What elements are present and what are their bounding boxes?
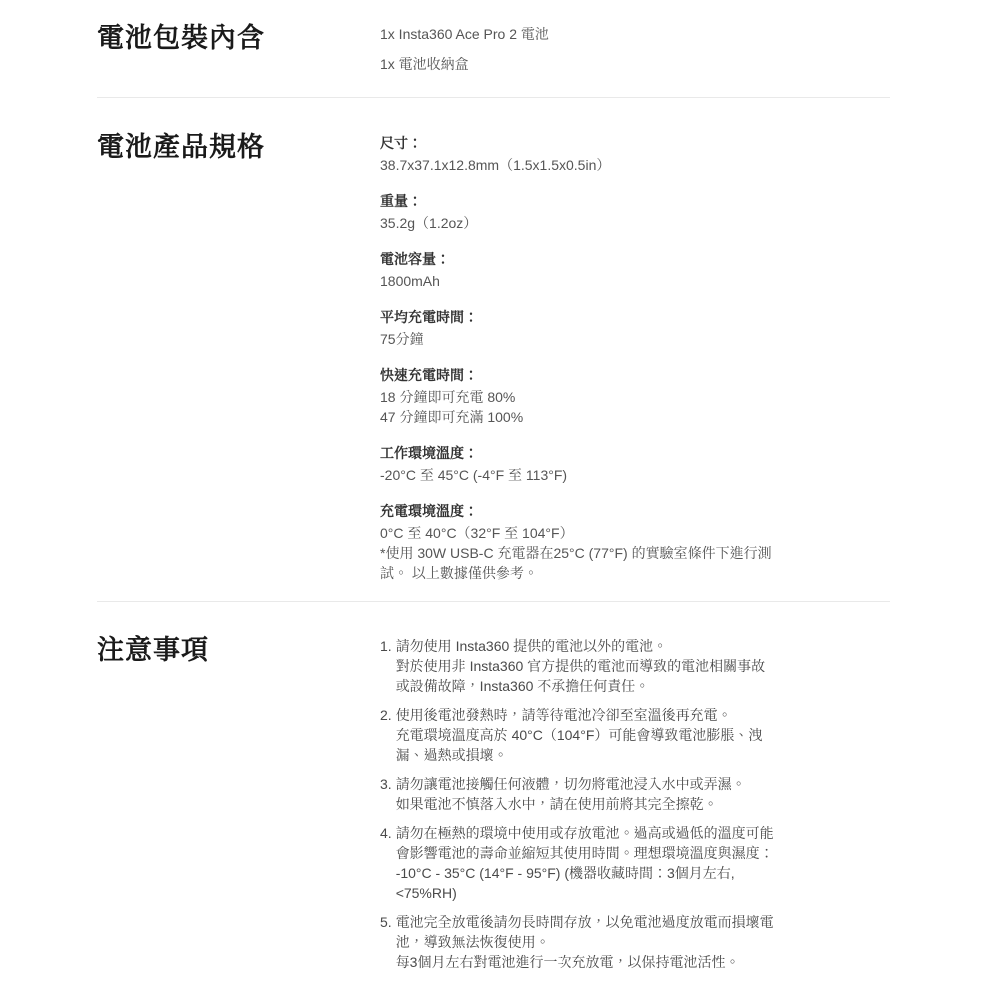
note-text-line: 使用後電池發熱時，請等待電池冷卻至室溫後再充電。 <box>395 707 732 723</box>
note-number: 2. <box>380 707 392 723</box>
note-text-line: 池，導致無法恢復使用。 <box>395 934 550 950</box>
note-text <box>396 636 890 696</box>
note-text-line: 漏、過熱或損壞。 <box>395 747 508 763</box>
note-text-line: 請勿在極熱的環境中使用或存放電池。過高或過低的溫度可能 <box>395 825 774 841</box>
product-specs-heading: 電池產品規格 <box>97 132 265 162</box>
spec-block <box>380 133 890 175</box>
note-text-line: -10°C - 35°C (14°F - 95°F) (機器收藏時間：3個月左右, <box>395 865 735 881</box>
note-text <box>396 823 890 903</box>
note-item <box>380 636 890 696</box>
spec-label: 重量： <box>380 193 422 209</box>
note-number: 5. <box>380 914 392 930</box>
section-package-contents <box>0 0 1000 97</box>
note-text <box>396 912 890 972</box>
spec-value-line: 試。 以上數據僅供參考。 <box>380 565 538 581</box>
spec-block <box>380 501 890 583</box>
precautions-list <box>380 634 890 972</box>
note-number: 3. <box>380 776 392 792</box>
section-precautions <box>0 602 1000 1002</box>
package-item: 1x Insta360 Ace Pro 2 電池 <box>380 26 549 42</box>
spec-value-line: *使用 30W USB-C 充電器在25°C (77°F) 的實驗室條件下進行測 <box>380 545 772 561</box>
spec-block <box>380 365 890 427</box>
note-number: 4. <box>380 825 392 841</box>
note-text-line: <75%RH) <box>395 885 457 901</box>
spec-value-line: 18 分鐘即可充電 80% <box>380 389 516 405</box>
note-text-line: 請勿讓電池接觸任何液體，切勿將電池浸入水中或弄濕。 <box>395 776 746 792</box>
note-text-line: 請勿使用 Insta360 提供的電池以外的電池。 <box>395 638 668 654</box>
spec-block <box>380 443 890 485</box>
spec-block <box>380 249 890 291</box>
spec-label: 快速充電時間： <box>380 367 478 383</box>
note-text-line: 如果電池不慎落入水中，請在使用前將其完全擦乾。 <box>395 796 718 812</box>
note-text-line: 會影響電池的壽命並縮短其使用時間。理想環境溫度與濕度： <box>395 845 774 861</box>
note-text-line: 充電環境溫度高於 40°C（104°F）可能會導致電池膨脹、洩 <box>395 727 763 743</box>
note-item <box>380 774 890 814</box>
note-text <box>396 774 890 814</box>
spec-value-line: 47 分鐘即可充滿 100% <box>380 409 524 425</box>
precautions-heading: 注意事項 <box>97 635 209 665</box>
note-text-line: 或設備故障，Insta360 不承擔任何責任。 <box>395 678 650 694</box>
note-text <box>396 705 890 765</box>
spec-value-line: 35.2g（1.2oz） <box>380 215 478 231</box>
note-text-line: 電池完全放電後請勿長時間存放，以免電池過度放電而損壞電 <box>395 914 774 930</box>
spec-value-line: 0°C 至 40°C（32°F 至 104°F） <box>380 525 574 541</box>
note-item <box>380 823 890 903</box>
spec-value-line: -20°C 至 45°C (-4°F 至 113°F) <box>380 467 568 483</box>
spec-label: 尺寸： <box>380 135 422 151</box>
spec-block <box>380 191 890 233</box>
note-text-line: 每3個月左右對電池進行一次充放電，以保持電池活性。 <box>395 954 740 970</box>
spec-value-line: 1800mAh <box>380 273 440 289</box>
spec-label: 平均充電時間： <box>380 309 478 325</box>
product-specs-list <box>380 131 890 583</box>
spec-label: 工作環境溫度： <box>380 445 478 461</box>
package-contents-heading: 電池包裝內含 <box>97 23 265 53</box>
package-item: 1x 電池收納盒 <box>380 56 469 72</box>
note-text-line: 對於使用非 Insta360 官方提供的電池而導致的電池相關事故 <box>395 658 766 674</box>
note-item <box>380 912 890 972</box>
note-item <box>380 705 890 765</box>
spec-value-line: 38.7x37.1x12.8mm（1.5x1.5x0.5in） <box>380 157 611 173</box>
package-contents-list <box>380 22 890 74</box>
spec-value-line: 75分鐘 <box>380 331 424 347</box>
note-number: 1. <box>380 638 392 654</box>
section-product-specs <box>0 98 1000 601</box>
spec-block <box>380 307 890 349</box>
spec-label: 電池容量： <box>380 251 450 267</box>
spec-label: 充電環境溫度： <box>380 503 478 519</box>
